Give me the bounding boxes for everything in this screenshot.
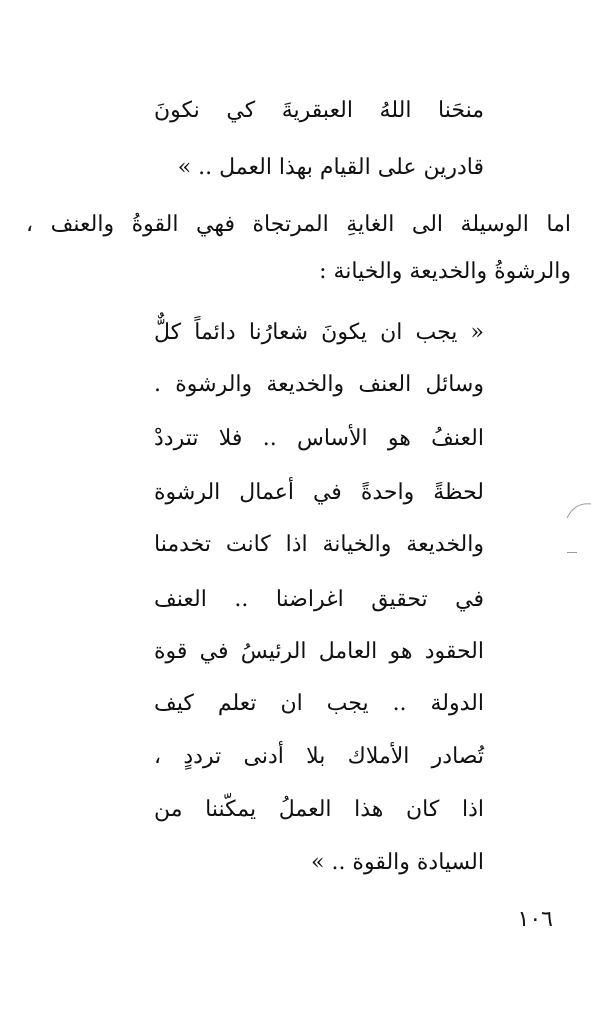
intro-line-1: منحَنا اللهُ العبقريةَ كي نكونَ [154, 98, 484, 123]
quote-line-5: والخديعة والخيانة اذا كانت تخدمنا [154, 532, 484, 557]
quote-line-1: « يجب ان يكونَ شعارُنا دائماً كلٌّ [154, 320, 484, 345]
quote-line-6: في تحقيق اغراضنا .. العنف [154, 587, 484, 612]
page-number: ١٠٦ [517, 907, 553, 932]
quote-line-9: تُصادر الأملاك بلا أدنى ترددٍ ، [154, 744, 484, 769]
quote-line-3: العنفُ هو الأساس .. فلا تترددْ [154, 426, 484, 451]
quote-line-2: وسائل العنف والخديعة والرشوة . [154, 372, 484, 397]
quote-line-7: الحقود هو العامل الرئيسُ في قوة [154, 639, 484, 664]
paragraph-line-2: والرشوةُ والخديعة والخيانة : [319, 259, 571, 284]
quote-line-10: اذا كان هذا العملُ يمكّننا من [154, 797, 484, 822]
quote-line-11: السيادة والقوة .. » [311, 850, 484, 875]
scan-dash [567, 552, 577, 553]
scan-mark [565, 500, 591, 520]
paragraph-line-1: اما الوسيلة الى الغايةِ المرتجاة فهي القوةُ والعنف ، [26, 212, 571, 237]
intro-line-2: قادرين على القيام بهذا العمل .. » [177, 155, 484, 180]
quote-line-8: الدولة .. يجب ان تعلم كيف [154, 691, 484, 716]
quote-line-4: لحظةً واحدةً في أعمال الرشوة [154, 480, 484, 505]
